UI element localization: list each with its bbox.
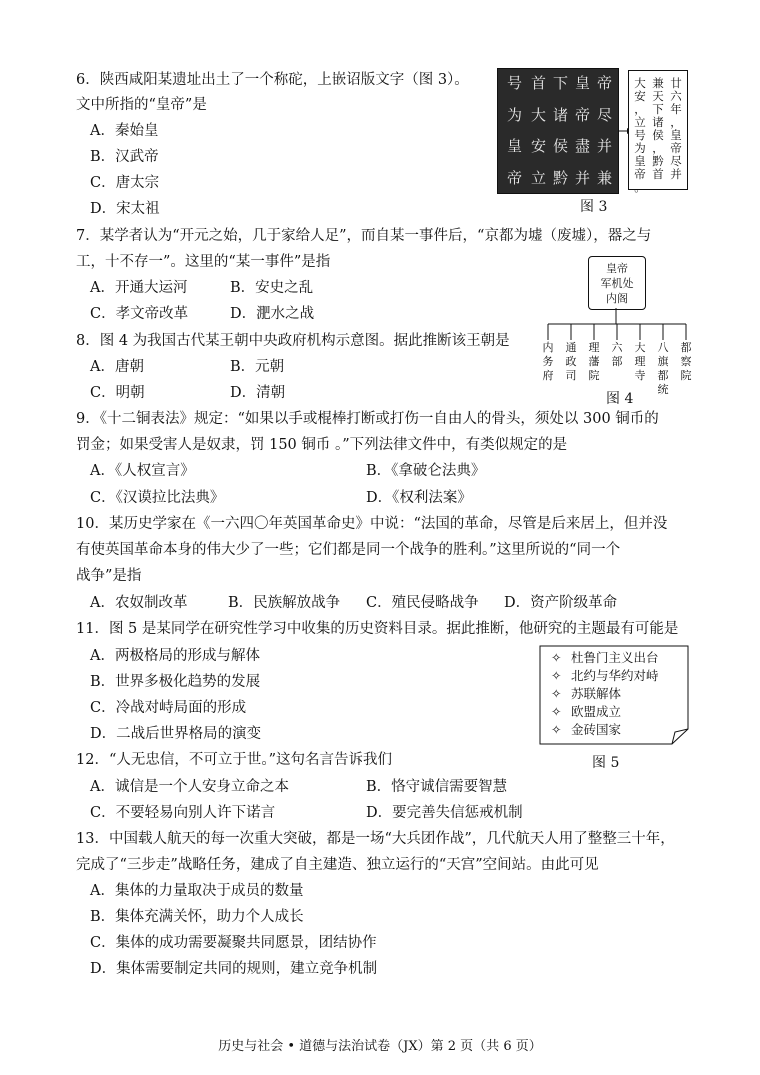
fig4-connector-lines [540,306,690,346]
q12-option-b[interactable]: B．恪守诚信需要智慧 [366,779,508,795]
fig4-unit-char: 都 [680,341,692,354]
rubbing-col-1 [596,75,613,187]
fig4-top-line1: 皇帝 [606,261,628,275]
rubbing-char: 皇 [574,74,590,92]
fig4-unit-7 [679,341,693,383]
rubbing-char: 并 [596,137,612,156]
sparkle-bullet-icon: ✧ [551,650,562,665]
rubbing-col-5 [506,75,523,187]
sparkle-bullet-icon: ✧ [551,686,562,701]
q7-stem-line1: 7．某学者认为“开元之始，几于家给人足”，而自某一事件后，“京都为墟（废墟），器之与 [76,228,652,244]
fig5-item-1 [551,649,659,667]
q12-option-a[interactable]: A．诚信是一个人安身立命之本 [90,779,289,795]
rubbing-char: 下 [552,74,568,92]
transcription-char: 帝 [670,141,682,155]
page-footer: 历史与社会 • 道德与法治试卷（JX）第 2 页（共 6 页） [218,1039,542,1054]
q9-stem-line2: 罚金；如果受害人是奴隶，罚 150 铜币 。”下列法律文件中，有类似规定的是 [76,437,568,453]
rubbing-char: 黔 [552,168,568,187]
fig5-item-5 [551,721,621,739]
fig4-unit-3 [587,341,601,383]
q13-option-c[interactable]: C．集体的成功需要凝聚共同愿景，团结协作 [90,935,377,951]
q8-option-c[interactable]: C．明朝 [90,385,145,401]
fig4-unit-char: 务 [542,355,554,368]
q11-option-a[interactable]: A．两极格局的形成与解体 [90,648,260,664]
fig4-unit-char: 司 [565,369,577,382]
transcription-char: 为 [634,141,646,155]
fig5-item-4 [551,703,621,721]
rubbing-char: 安 [530,137,546,156]
q9-option-a[interactable]: A．《人权宣言》 [90,463,195,479]
fig4-unit-char: 院 [680,369,692,382]
transcription-char: 廿 [670,76,682,90]
fig4-unit-5 [633,341,647,383]
sparkle-bullet-icon: ✧ [551,704,562,719]
q8-stem-line1: 8．图 4 为我国古代某王朝中央政府机构示意图。据此推断该王朝是 [76,333,510,349]
rubbing-char: 兼 [596,168,612,187]
q10-stem-line3: 战争”是指 [76,568,142,584]
q13-option-d[interactable]: D．集体需要制定共同的规则，建立竞争机制 [90,961,378,977]
fig4-unit-char: 察 [680,355,692,368]
q6-stem-line1: 6．陕西咸阳某遗址出土了一个称砣，上嵌诏版文字（图 3）。 [76,72,469,88]
fig4-unit-2 [564,341,578,383]
fig4-unit-char: 部 [611,355,623,368]
q11-option-d[interactable]: D．二战后世界格局的演变 [90,726,262,742]
rubbing-char: 立 [530,168,546,187]
transcription-char: 下 [652,102,664,116]
q8-option-b[interactable]: B．元朝 [230,359,285,375]
fig4-unit-char: 寺 [634,369,646,382]
q10-option-c[interactable]: C．殖民侵略战争 [366,595,479,611]
transcription-char: 帝 [634,167,646,181]
q11-option-b[interactable]: B．世界多极化趋势的发展 [90,674,261,690]
fig5-item-label: 杜鲁门主义出台 [571,650,659,665]
rubbing-col-3 [552,75,569,187]
fig4-unit-char: 八 [657,341,669,354]
q13-option-a[interactable]: A．集体的力量取决于成员的数量 [90,883,304,899]
fig4-top-line3: 内阁 [606,291,628,305]
rubbing-col-4 [530,75,547,187]
fig5-item-label: 欧盟成立 [571,704,622,719]
fig5-item-label: 金砖国家 [571,722,622,737]
fig5-item-label: 苏联解体 [571,686,622,701]
fig4-emperor-box [588,256,646,310]
q8-option-a[interactable]: A．唐朝 [90,359,144,375]
rubbing-char: 首 [530,74,546,92]
q6-option-c[interactable]: C．唐太宗 [90,175,160,191]
fig5-item-2 [551,667,659,685]
fig4-unit-char: 内 [542,341,554,354]
transcription-char: 大 [634,76,646,90]
transcription-char: 皇 [634,154,646,168]
fig4-caption: 图 4 [606,391,634,407]
fig4-unit-char: 通 [565,341,577,354]
transcription-char: 天 [652,89,664,103]
q11-option-c[interactable]: C．冷战对峙局面的形成 [90,700,247,716]
transcription-char: 。 [634,180,646,194]
q7-option-c[interactable]: C．孝文帝改革 [90,306,189,322]
sparkle-bullet-icon: ✧ [551,668,562,683]
fig4-unit-1 [541,341,555,383]
transcription-char: 尽 [670,154,682,168]
transcription-char: 年 [670,102,682,116]
q10-option-b[interactable]: B．民族解放战争 [228,595,341,611]
q10-stem-line2: 有使英国革命本身的伟大少了一些；它们都是同一个战争的胜利。”这里所说的“同一个 [76,542,621,558]
rubbing-char: 盡 [574,137,590,156]
q13-option-b[interactable]: B．集体充满关怀，助力个人成长 [90,909,304,925]
rubbing-col-2 [574,75,591,187]
q10-option-d[interactable]: D．资产阶级革命 [504,595,618,611]
q6-option-a[interactable]: A．秦始皇 [90,123,159,139]
fig4-unit-char: 旗 [657,355,669,368]
fig4-top-line2: 军机处 [600,276,634,290]
fig4-unit-char: 大 [634,341,646,354]
q13-stem-line1: 13．中国载人航天的每一次重大突破，都是一场“大兵团作战”，几代航天人用了整整三十年， [76,831,675,847]
transcription-char: ， [634,102,646,116]
q6-option-d[interactable]: D．宋太祖 [90,201,160,217]
q10-stem-line1: 10．某历史学家在《一六四〇年英国革命史》中说：“法国的革命，尽管是后来居上，但并没 [76,516,668,532]
rubbing-char: 尽 [596,105,612,124]
transcription-char: 立 [634,115,646,129]
transcription-col-1 [669,77,683,181]
transcription-char: 号 [634,128,646,142]
transcription-char: 首 [652,167,664,181]
transcription-char: 诸 [652,115,664,129]
fig4-unit-char: 都 [657,369,669,382]
q7-stem-line2: 工，十不存一”。这里的“某一事件”是指 [76,254,331,270]
q6-stem-line2: 文中所指的“皇帝”是 [76,97,207,113]
transcription-char: 并 [670,167,682,181]
q11-stem-line1: 11．图 5 是某同学在研究性学习中收集的历史资料目录。据此推断，他研究的主题最有可能是 [76,621,679,637]
rubbing-char: 帝 [506,168,522,187]
fig3-rubbing-image [497,68,619,194]
fig4-unit-char: 统 [657,383,669,396]
transcription-col-2 [651,77,665,181]
transcription-char: 兼 [652,76,664,90]
rubbing-char: 号 [506,74,522,92]
fig4-unit-char: 藩 [588,355,600,368]
rubbing-char: 为 [506,105,522,124]
transcription-char: 安 [634,89,646,103]
fig4-unit-char: 府 [542,369,554,382]
q8-option-d[interactable]: D．清朝 [230,385,286,401]
q7-option-d[interactable]: D．淝水之战 [230,306,315,322]
transcription-char: ， [652,141,664,155]
fig5-catalog-box [539,645,689,745]
fig5-caption: 图 5 [592,755,620,771]
rubbing-char: 帝 [596,74,612,92]
rubbing-char: 大 [530,105,546,124]
q13-stem-line2: 完成了“三步走”战略任务，建成了自主建造、独立运行的“天宫”空间站。由此可见 [76,857,599,873]
transcription-char: 皇 [670,128,682,142]
transcription-char: 侯 [652,128,664,142]
transcription-char: ， [670,115,682,129]
rubbing-char: 侯 [552,137,568,156]
rubbing-char: 帝 [574,105,590,124]
fig4-unit-4 [610,341,624,369]
q7-option-b[interactable]: B．安史之乱 [230,280,314,296]
q10-option-a[interactable]: A．农奴制改革 [90,595,188,611]
fig3-transcription-box [628,70,688,194]
q7-option-a[interactable]: A．开通大运河 [90,280,188,296]
transcription-char: 黔 [652,154,664,168]
q9-option-b[interactable]: B．《拿破仑法典》 [366,463,486,479]
rubbing-char: 皇 [506,137,522,156]
fig3-caption: 图 3 [580,199,608,215]
transcription-col-3 [633,77,647,194]
q9-option-d[interactable]: D．《权利法案》 [366,490,472,506]
fig4-unit-char: 理 [634,355,646,368]
transcription-char: 六 [670,89,682,103]
rubbing-char: 诸 [552,105,568,124]
rubbing-char: 并 [574,168,590,187]
q9-stem-line1: 9．《十二铜表法》规定：“如果以手或棍棒打断或打伤一自由人的骨头，须处以 300 铜币的 [76,411,659,427]
q12-option-d[interactable]: D．要完善失信惩戒机制 [366,805,523,821]
fig5-item-label: 北约与华约对峙 [571,668,659,683]
q12-stem-line1: 12．“人无忠信，不可立于世。”这句名言告诉我们 [76,752,393,768]
fig4-unit-char: 理 [588,341,600,354]
fig4-unit-char: 院 [588,369,600,382]
sparkle-bullet-icon: ✧ [551,722,562,737]
fig4-unit-6 [656,341,670,397]
fig5-item-3 [551,685,621,703]
q6-option-b[interactable]: B．汉武帝 [90,149,159,165]
fig4-unit-char: 政 [565,355,577,368]
q12-option-c[interactable]: C．不要轻易向别人许下诺言 [90,805,276,821]
fig4-unit-char: 六 [611,341,623,354]
q9-option-c[interactable]: C．《汉谟拉比法典》 [90,490,225,506]
